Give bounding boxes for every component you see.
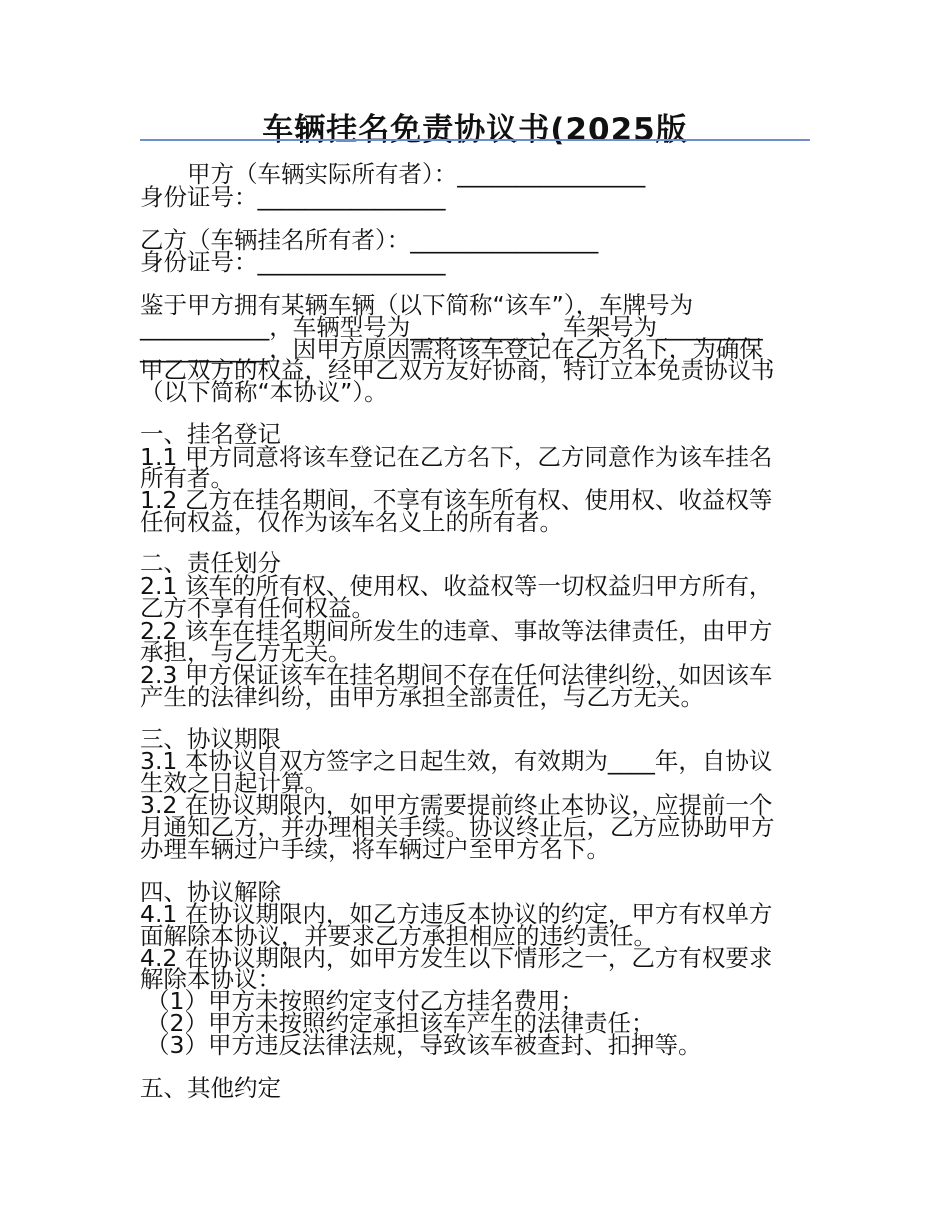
list-item: （1）甲方未按照约定支付乙方挂名费用； bbox=[146, 987, 584, 1015]
clause-line: 产生的法律纠纷，由甲方承担全部责任，与乙方无关。 bbox=[140, 683, 704, 711]
clause-line: 2.1 该车的所有权、使用权、收益权等一切权益归甲方所有， bbox=[140, 572, 773, 600]
clause-line: 乙方不享有任何权益。 bbox=[140, 594, 375, 622]
section-heading: 三、协议期限 bbox=[140, 725, 281, 753]
clause-line: 2.3 甲方保证该车在挂名期间不存在任何法律纠纷，如因该车 bbox=[140, 661, 773, 689]
document-title: 车辆挂名免责协议书(2025版 bbox=[262, 112, 688, 148]
clause-line: 4.2 在协议期限内，如甲方发生以下情形之一，乙方有权要求 bbox=[140, 944, 773, 972]
preamble-line: ___________，车辆型号为___________，车架号为_________ bbox=[140, 313, 763, 341]
preamble-line: ___________，因甲方原因需将该车登记在乙方名下，为确保 bbox=[140, 335, 763, 363]
list-item: （3）甲方违反法律法规，导致该车被查封、扣押等。 bbox=[146, 1031, 702, 1059]
list-item: （2）甲方未按照约定承担该车产生的法律责任； bbox=[146, 1009, 655, 1037]
preamble-line: （以下简称“本协议”）。 bbox=[140, 378, 388, 406]
clause-line: 面解除本协议，并要求乙方承担相应的违约责任。 bbox=[140, 922, 657, 950]
party-b-id-line: 身份证号：________________ bbox=[140, 248, 446, 276]
clause-line: 办理车辆过户手续，将车辆过户至甲方名下。 bbox=[140, 835, 610, 863]
clause-line: 1.1 甲方同意将该车登记在乙方名下，乙方同意作为该车挂名 bbox=[140, 443, 773, 471]
party-a-id-line: 身份证号：________________ bbox=[140, 183, 446, 211]
clause-line: 4.1 在协议期限内，如乙方违反本协议的约定，甲方有权单方 bbox=[140, 900, 773, 928]
party-b-line: 乙方（车辆挂名所有者）：________________ bbox=[140, 226, 599, 254]
clause-line: 3.2 在协议期限内，如甲方需要提前终止本协议，应提前一个 bbox=[140, 791, 773, 819]
clause-line: 所有者。 bbox=[140, 464, 234, 492]
clause-line: 月通知乙方，并办理相关手续。协议终止后，乙方应协助甲方 bbox=[140, 813, 775, 841]
section-heading: 二、责任划分 bbox=[140, 549, 281, 577]
title-underline bbox=[140, 139, 810, 141]
clause-line: 任何权益，仅作为该车名义上的所有者。 bbox=[140, 508, 563, 536]
clause-line: 承担，与乙方无关。 bbox=[140, 638, 352, 666]
clause-line: 生效之日起计算。 bbox=[140, 769, 328, 797]
clause-line: 2.2 该车在挂名期间所发生的违章、事故等法律责任，由甲方 bbox=[140, 617, 773, 645]
clause-line: 3.1 本协议自双方签字之日起生效，有效期为____年，自协议 bbox=[140, 747, 773, 775]
party-a-line: 甲方（车辆实际所有者）：________________ bbox=[187, 160, 646, 188]
section-heading: 五、其他约定 bbox=[140, 1074, 281, 1102]
clause-line: 1.2 乙方在挂名期间，不享有该车所有权、使用权、收益权等 bbox=[140, 486, 773, 514]
preamble-line: 鉴于甲方拥有某辆车辆（以下简称“该车”），车牌号为 bbox=[140, 291, 694, 319]
preamble-line: 甲乙双方的权益，经甲乙双方友好协商，特订立本免责协议书 bbox=[140, 356, 775, 384]
section-heading: 一、挂名登记 bbox=[140, 420, 281, 448]
clause-line: 解除本协议： bbox=[140, 965, 281, 993]
section-heading: 四、协议解除 bbox=[140, 878, 281, 906]
